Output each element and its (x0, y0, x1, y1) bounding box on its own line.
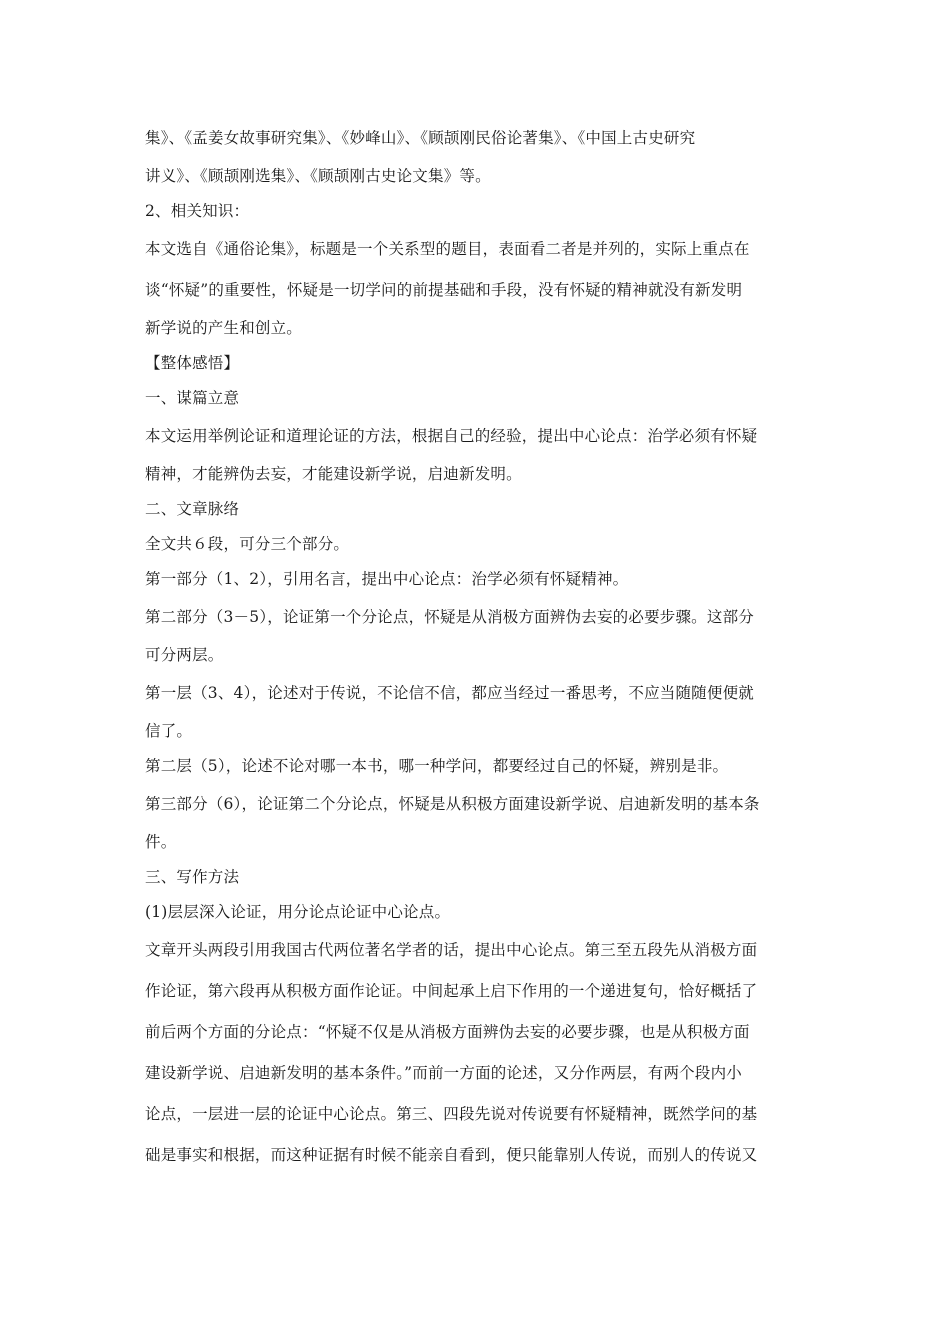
text-line: 第二层（5），论述不论对哪一本书，哪一种学问，都要经过自己的怀疑，辨别是非。 (145, 757, 729, 775)
heading-related-knowledge (145, 194, 810, 229)
heading-overall-perception (145, 346, 810, 381)
heading-structure (145, 492, 810, 527)
text-line: 讲义》、《顾颉刚选集》、《顾颉刚古史论文集》等。 (145, 167, 491, 185)
text-line: 第二部分（3－5），论证第一个分论点，怀疑是从消极方面辨伪去妄的必要步骤。这部分 (145, 608, 754, 626)
text-line: 信了。 (145, 722, 193, 740)
text-line: 全文共６段，可分三个部分。 (145, 535, 350, 553)
text-line: 建设新学说、启迪新发明的基本条件。”而前一方面的论述，又分作两层，有两个段内小 (145, 1064, 742, 1082)
paragraph-part-two (145, 597, 810, 673)
paragraph-related-knowledge (145, 229, 810, 346)
paragraph-layer-two (145, 749, 810, 784)
paragraph-part-one (145, 562, 810, 597)
text-line: 可分两层。 (145, 646, 224, 664)
document-body (145, 118, 810, 1176)
text-line: 论点，一层进一层的论证中心论点。第三、四段先说对传说要有怀疑精神，既然学问的基 (145, 1105, 758, 1123)
paragraph-part-three (145, 784, 810, 860)
text-line: 前后两个方面的分论点：“怀疑不仅是从消极方面辨伪去妄的必要步骤，也是从积极方面 (145, 1023, 750, 1041)
paragraph-works (145, 118, 810, 194)
text-line: 精神，才能辨伪去妄，才能建设新学说，启迪新发明。 (145, 465, 522, 483)
text-line: 础是事实和根据，而这种证据有时候不能亲自看到，便只能靠别人传说，而别人的传说又 (145, 1146, 758, 1164)
paragraph-method-one (145, 930, 810, 1176)
heading-theme (145, 381, 810, 416)
paragraph-structure-summary (145, 527, 810, 562)
text-line: (1)层层深入论证，用分论点论证中心论点。 (145, 903, 451, 921)
text-line: 新学说的产生和创立。 (145, 319, 303, 337)
text-line: 【整体感悟】 (145, 354, 240, 372)
text-line: 一、谋篇立意 (145, 389, 240, 407)
text-line: 第一层（3、4），论述对于传说，不论信不信，都应当经过一番思考，不应当随随便便就 (145, 684, 754, 702)
text-line: 谈“怀疑”的重要性，怀疑是一切学问的前提基础和手段，没有怀疑的精神就没有新发明 (145, 281, 743, 299)
text-line: 文章开头两段引用我国古代两位著名学者的话，提出中心论点。第三至五段先从消极方面 (145, 941, 758, 959)
text-line: 件。 (145, 833, 177, 851)
text-line: 三、写作方法 (145, 868, 240, 886)
text-line: 本文运用举例论证和道理论证的方法，根据自己的经验，提出中心论点：治学必须有怀疑 (145, 427, 758, 445)
text-line: 作论证，第六段再从积极方面作论证。中间起承上启下作用的一个递进复句，恰好概括了 (145, 982, 758, 1000)
paragraph-theme (145, 416, 810, 492)
text-line: 第一部分（1、2），引用名言，提出中心论点：治学必须有怀疑精神。 (145, 570, 629, 588)
text-line: 2、相关知识： (145, 202, 250, 220)
heading-writing-methods (145, 860, 810, 895)
text-line: 二、文章脉络 (145, 500, 240, 518)
paragraph-layer-one (145, 673, 810, 749)
text-line: 本文选自《通俗论集》，标题是一个关系型的题目，表面看二者是并列的，实际上重点在 (145, 240, 750, 258)
text-line: 第三部分（6），论证第二个分论点，怀疑是从积极方面建设新学说、启迪新发明的基本条 (145, 795, 760, 813)
text-line: 集》、《孟姜女故事研究集》、《妙峰山》、《顾颉刚民俗论著集》、《中国上古史研究 (145, 129, 696, 147)
heading-method-one (145, 895, 810, 930)
